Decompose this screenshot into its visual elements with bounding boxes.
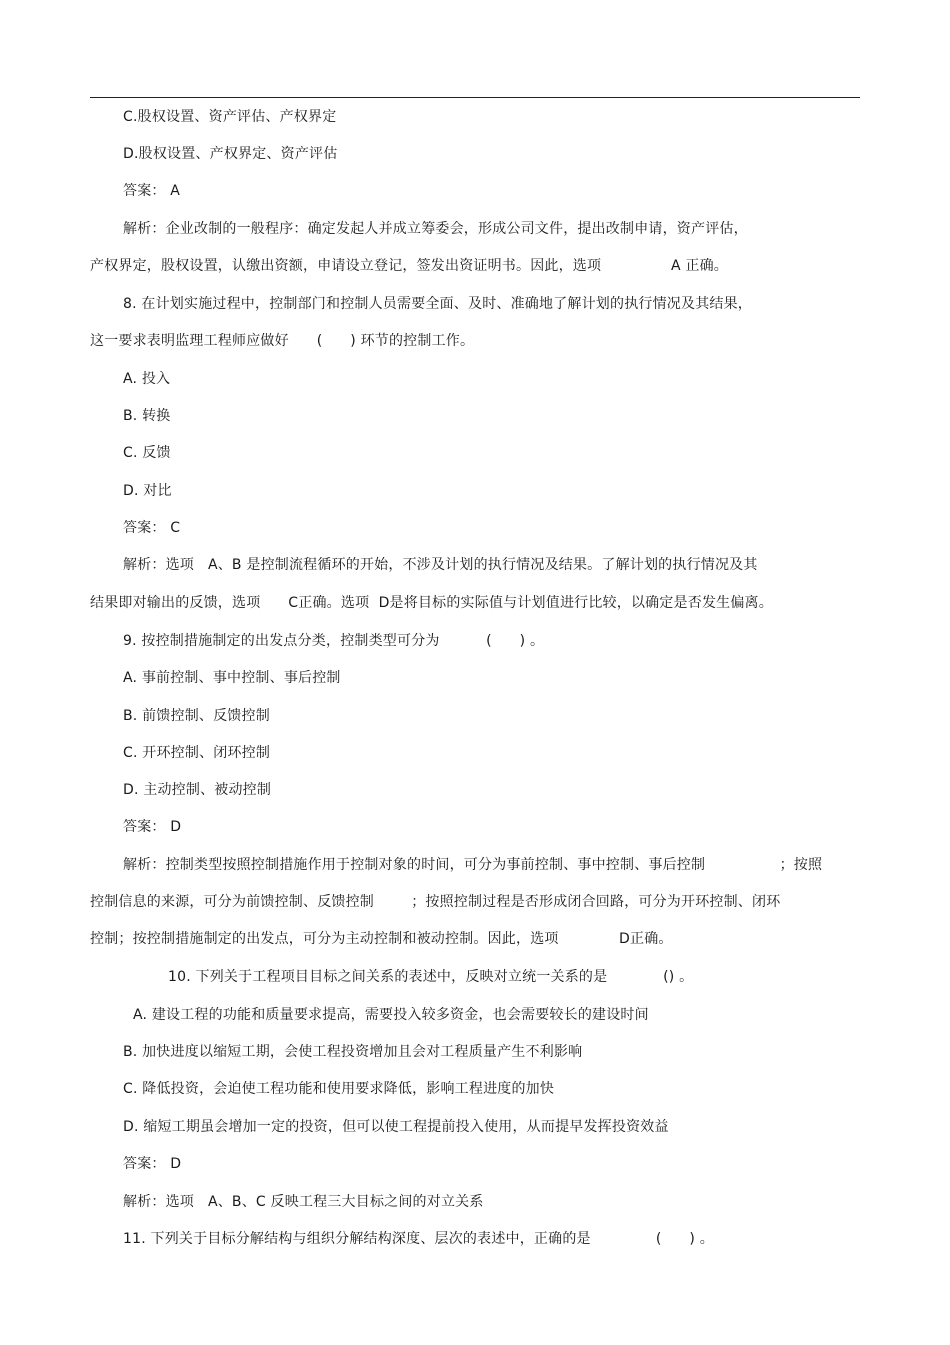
option-a: A. 建设工程的功能和质量要求提高，需要投入较多资金，也会需要较长的建设时间 bbox=[133, 1007, 649, 1023]
question-8: 8. 在计划实施过程中，控制部门和控制人员需要全面、及时、准确地了解计划的执行情况及其结果， bbox=[123, 296, 753, 312]
option-c: C.股权设置、资产评估、产权界定 bbox=[123, 109, 337, 125]
answer: 答案： C bbox=[123, 520, 181, 536]
explanation-cont: 结果即对输出的反馈，选项 C正确。选项 D是将目标的实际值与计划值进行比较，以确定是否发生偏离。 bbox=[90, 595, 773, 611]
explanation: 解析：选项 A、B 是控制流程循环的开始，不涉及计划的执行情况及结果。了解计划的执行情况及其 bbox=[123, 557, 758, 573]
explanation-cont: 产权界定，股权设置，认缴出资额，申请设立登记，签发出资证明书。因此，选项 A 正确。 bbox=[90, 258, 728, 274]
header-rule bbox=[90, 97, 860, 98]
option-c: C. 反馈 bbox=[123, 445, 171, 461]
option-d: D.股权设置、产权界定、资产评估 bbox=[123, 146, 338, 162]
question-10: 10. 下列关于工程项目目标之间关系的表述中，反映对立统一关系的是 () 。 bbox=[168, 969, 694, 985]
option-b: B. 转换 bbox=[123, 408, 171, 424]
option-b: B. 前馈控制、反馈控制 bbox=[123, 708, 270, 724]
option-d: D. 对比 bbox=[123, 483, 172, 499]
option-d: D. 主动控制、被动控制 bbox=[123, 782, 272, 798]
explanation-cont: 控制；按控制措施制定的出发点，可分为主动控制和被动控制。因此，选项 D正确。 bbox=[90, 931, 673, 947]
option-a: A. 投入 bbox=[123, 371, 171, 387]
option-a: A. 事前控制、事中控制、事后控制 bbox=[123, 670, 341, 686]
question-11: 11. 下列关于目标分解结构与组织分解结构深度、层次的表述中，正确的是 ( ) 。 bbox=[123, 1231, 714, 1247]
question-8-cont: 这一要求表明监理工程师应做好 ( ) 环节的控制工作。 bbox=[90, 333, 475, 349]
explanation: 解析：企业改制的一般程序：确定发起人并成立筹委会，形成公司文件，提出改制申请，资产评估， bbox=[123, 221, 748, 237]
question-9: 9. 按控制措施制定的出发点分类，控制类型可分为 ( ) 。 bbox=[123, 633, 545, 649]
option-c: C. 开环控制、闭环控制 bbox=[123, 745, 271, 761]
option-c: C. 降低投资，会迫使工程功能和使用要求降低，影响工程进度的加快 bbox=[123, 1081, 555, 1097]
explanation: 解析：控制类型按照控制措施作用于控制对象的时间，可分为事前控制、事中控制、事后控制 ；按照 bbox=[123, 857, 823, 873]
answer: 答案： D bbox=[123, 819, 182, 835]
explanation-cont: 控制信息的来源，可分为前馈控制、反馈控制 ；按照控制过程是否形成闭合回路，可分为开环控制、闭环 bbox=[90, 894, 781, 910]
explanation: 解析：选项 A、B、C 反映工程三大目标之间的对立关系 bbox=[123, 1194, 484, 1210]
option-b: B. 加快进度以缩短工期，会使工程投资增加且会对工程质量产生不利影响 bbox=[123, 1044, 583, 1060]
answer: 答案： D bbox=[123, 1156, 182, 1172]
answer: 答案： A bbox=[123, 183, 181, 199]
option-d: D. 缩短工期虽会增加一定的投资，但可以使工程提前投入使用，从而提早发挥投资效益 bbox=[123, 1119, 669, 1135]
